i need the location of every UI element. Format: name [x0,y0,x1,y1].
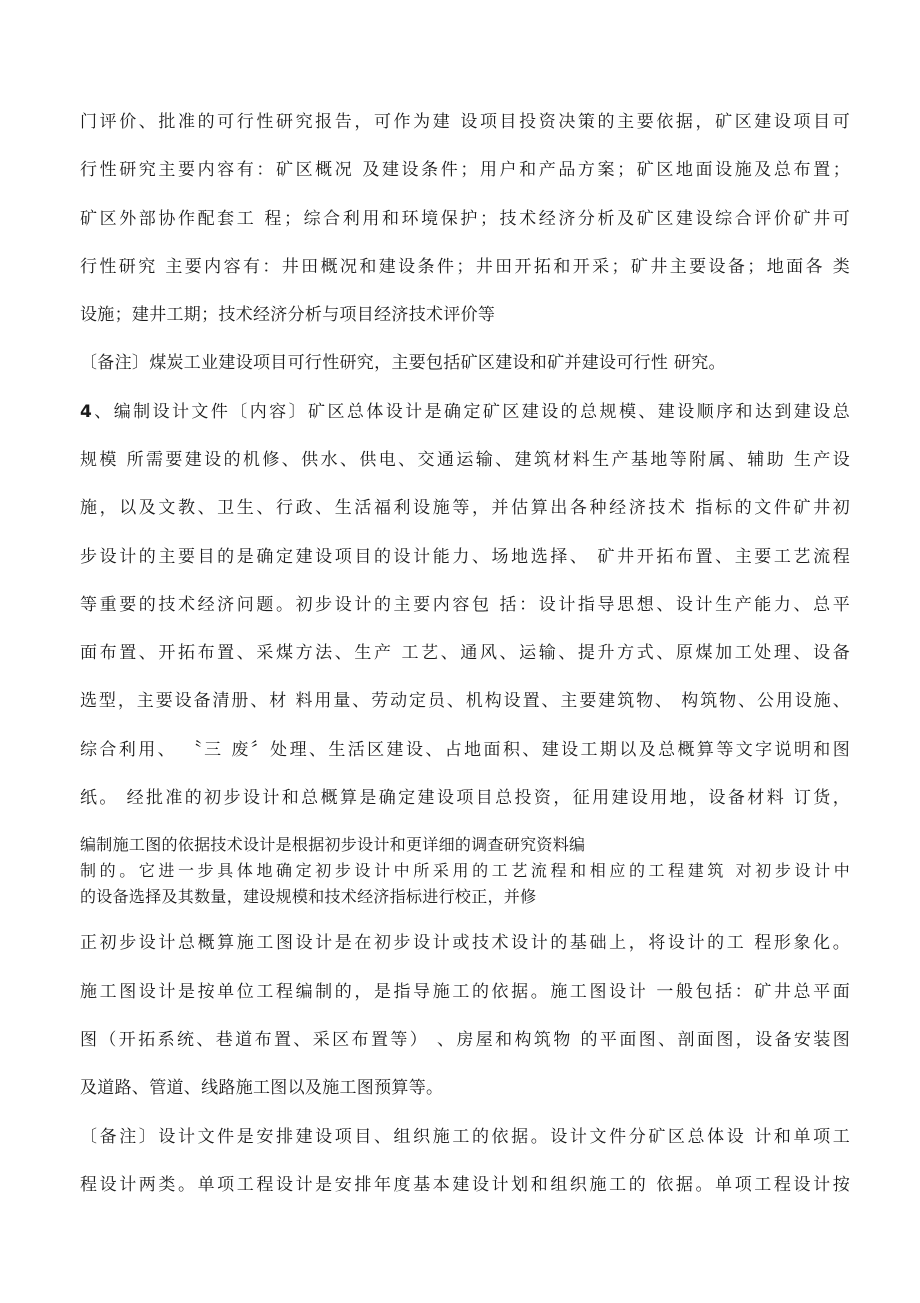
paragraph-line: 行性研究 主要内容有：井田概况和建设条件；井田开拓和开采；矿井主要设备；地面各 类 [80,257,850,277]
note-line: 〔备注〕设计文件是安排建设项目、组织施工的依据。设计文件分矿区总体设 计和单项工 [80,1127,850,1147]
paragraph-line: 面布置、开拓布置、采煤方法、生产 工艺、通风、运输、提升方式、原煤加工处理、设备 [80,643,850,663]
paragraph-line: 正初步设计总概算施工图设计是在初步设计或技术设计的基础上，将设计的工 程形象化。 [80,933,850,953]
paragraph-line: 行性研究主要内容有：矿区概况 及建设条件；用户和产品方案；矿区地面设施及总布置； [80,160,850,180]
paragraph-line: 施工图设计是按单位工程编制的，是指导施工的依据。施工图设计 一般包括：矿井总平面 [80,982,850,1002]
paragraph-line: 步设计的主要目的是确定建设项目的设计能力、场地选择、 矿井开拓布置、主要工艺流程 [80,547,850,567]
paragraph-line: 门评价、批准的可行性研究报告，可作为建 设项目投资决策的主要依据，矿区建设项目可 [80,112,850,132]
paragraph-line: 制的。它进一步具体地确定初步设计中所采用的工艺流程和相应的工程建筑 对初步设计中 [80,861,850,880]
paragraph-line: 及道路、管道、线路施工图以及施工图预算等。 [80,1078,444,1098]
paragraph-line: 纸。 经批准的初步设计和总概算是确定建设项目总投资，征用建设用地，设备材料 订货， [80,788,850,808]
paragraph-line: 规模 所需要建设的机修、供水、供电、交通运输、建筑材料生产基地等附属、辅助 生产设 [80,450,850,470]
paragraph-line: 矿区外部协作配套工 程；综合利用和环境保护；技术经济分析及矿区建设综合评价矿井可 [80,209,850,229]
paragraph-line: 图（开拓系统、巷道布置、采区布置等） 、房屋和构筑物 的平面图、剖面图，设备安装图 [80,1030,850,1050]
note-line: 〔备注〕煤炭工业建设项目可行性研究，主要包括矿区建设和矿并建设可行性 研究。 [80,353,726,373]
section-heading-text: 、编制设计文件〔内容〕矿区总体设计是确定矿区建设的总规模、建设顺序和达到建设总 [92,402,850,422]
paragraph-line: 等重要的技术经济问题。初步设计的主要内容包 括：设计指导思想、设计生产能力、总平 [80,595,850,615]
note-line: 程设计两类。单项工程设计是安排年度基本建设计划和组织施工的 依据。单项工程设计按 [80,1175,850,1195]
section-heading-line [80,401,850,423]
paragraph-line: 的设备选择及其数量，建设规模和技术经济指标进行校正，并修 [80,887,537,906]
paragraph-line: 编制施工图的依据技术设计是根据初步设计和更详细的调查研究资料编 [80,835,586,854]
paragraph-line: 设施；建井工期；技术经济分析与项目经济技术评价等 [80,305,496,325]
paragraph-line: 选型，主要设备清册、材 料用量、劳动定员、机构设置、主要建筑物、 构筑物、公用设施、 [80,691,850,711]
paragraph-line: 施，以及文教、卫生、行政、生活福利设施等，并估算出各种经济技术 指标的文件矿井初 [80,498,850,518]
section-number: 4 [80,402,93,422]
paragraph-line: 综合利用、 〝三 废〞处理、生活区建设、占地面积、建设工期以及总概算等文字说明和图 [80,740,850,760]
